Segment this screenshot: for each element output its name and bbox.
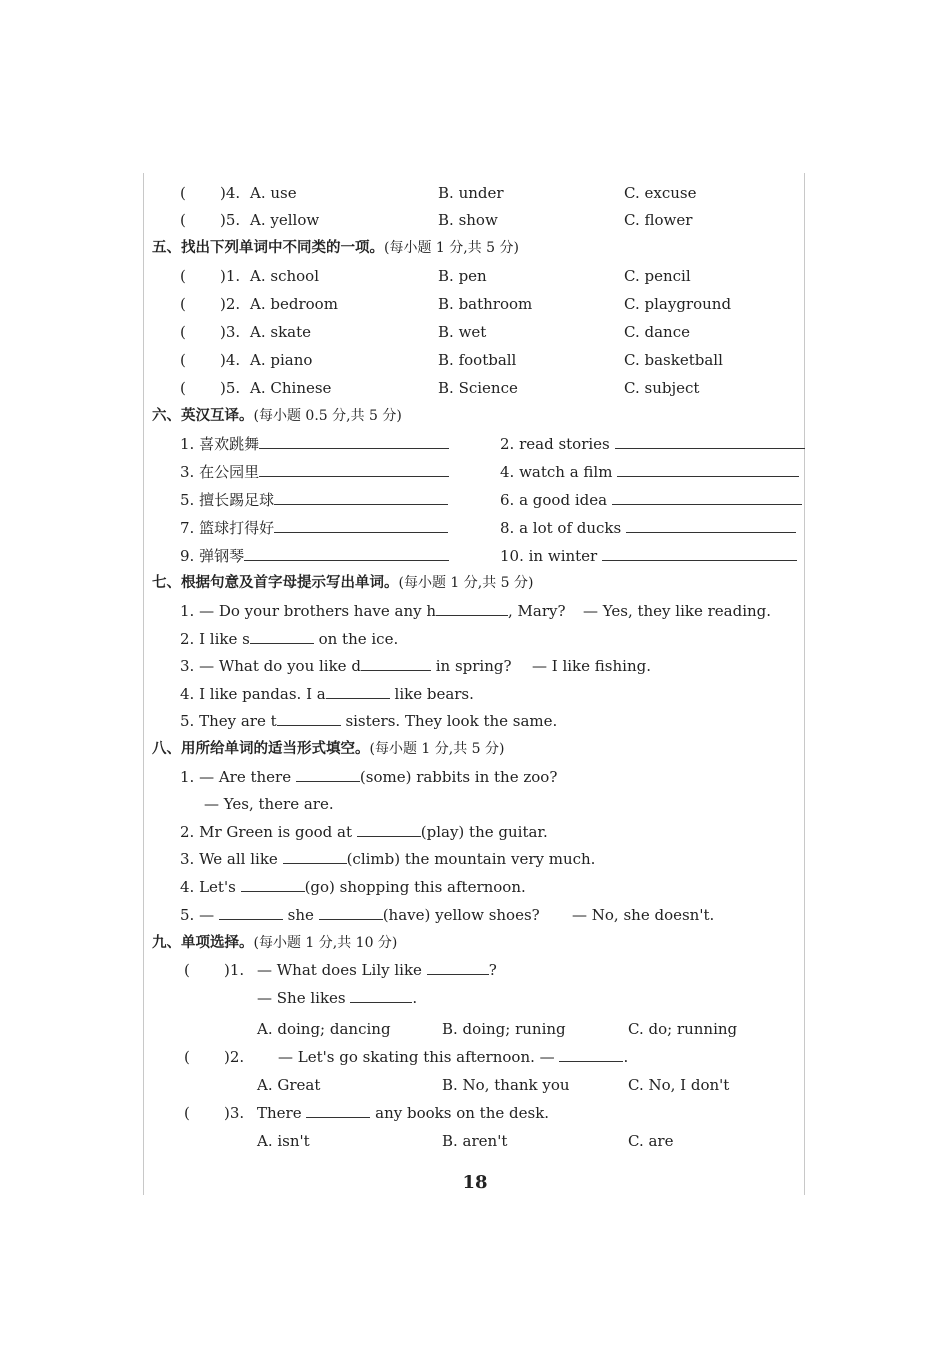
option-c[interactable]: C. No, I don't (628, 1076, 730, 1094)
answer-blank[interactable] (615, 433, 805, 449)
answer-blank[interactable] (357, 821, 421, 837)
question-row: ( )4. A. piano B. football C. basketball (0, 348, 950, 372)
question-row: ( )2. A. bedroom B. bathroom C. playground (0, 292, 950, 316)
page-number: 18 (462, 1172, 488, 1193)
option-c: C. excuse (624, 184, 697, 202)
option-b: B. show (438, 211, 498, 229)
answer-blank[interactable] (617, 461, 799, 477)
option-c: C. subject (624, 379, 700, 397)
answer-blank[interactable] (219, 904, 283, 920)
answer-blank[interactable] (277, 710, 341, 726)
fill-question: 5. — she (have) yellow shoes? — No, she doesn't. (0, 903, 950, 927)
option-a: A. skate (250, 323, 312, 341)
answer-blank[interactable] (241, 876, 305, 892)
option-a: A. use (250, 184, 297, 202)
translation-item: 10. in winter (500, 547, 598, 565)
answer-blank[interactable] (361, 655, 431, 671)
answer-blank[interactable] (436, 600, 508, 616)
section-7-title: 七、根据句意及首字母提示写出单词。(每小题 1 分,共 5 分) (152, 575, 534, 591)
option-b: B. football (438, 351, 517, 369)
option-b[interactable]: B. No, thank you (442, 1076, 570, 1094)
translation-row (0, 432, 950, 456)
option-b[interactable]: B. doing; runing (442, 1020, 566, 1038)
translation-row (0, 544, 950, 568)
question-row: ( )1. A. school B. pen C. pencil (0, 264, 950, 288)
translation-item: 1. 喜欢跳舞 (180, 435, 260, 453)
option-c: C. dance (624, 323, 690, 341)
translation-item: 4. watch a film (500, 463, 613, 481)
answer-blank[interactable] (602, 545, 797, 561)
option-b: B. under (438, 184, 504, 202)
fill-question: 5. They are t sisters. They look the same. (180, 712, 558, 730)
option-c: C. pencil (624, 267, 691, 285)
translation-item: 2. read stories (500, 435, 610, 453)
answer-blank[interactable] (259, 433, 449, 449)
translation-item: 5. 擅长踢足球 (180, 491, 275, 509)
paren: ( (180, 211, 186, 229)
question-row (0, 181, 950, 205)
translation-row (0, 460, 950, 484)
translation-row (0, 516, 950, 540)
question-row: ( )3. A. skate B. wet C. dance (0, 320, 950, 344)
mc-options (0, 1017, 950, 1041)
translation-item: 3. 在公园里 (180, 463, 260, 481)
fill-question: 3. We all like (climb) the mountain very much. (180, 850, 596, 868)
fill-question: 4. Let's (go) shopping this afternoon. (180, 878, 526, 896)
option-c: C. basketball (624, 351, 723, 369)
translation-item: 8. a lot of ducks (500, 519, 622, 537)
answer-blank[interactable] (274, 489, 448, 505)
option-a: A. yellow (250, 211, 320, 229)
answer-blank[interactable] (612, 489, 802, 505)
section-6-title: 六、英汉互译。(每小题 0.5 分,共 5 分) (152, 408, 402, 424)
fill-question: 2. I like s on the ice. (180, 630, 399, 648)
translation-item: 9. 弹钢琴 (180, 547, 245, 565)
translation-item: 6. a good idea (500, 491, 608, 509)
answer-blank[interactable] (319, 904, 383, 920)
answer-text: — No, she doesn't. (572, 906, 715, 924)
question-number: )4. (220, 184, 241, 202)
answer-blank[interactable] (427, 959, 489, 975)
option-c[interactable]: C. are (628, 1132, 674, 1150)
section-5-title: 五、找出下列单词中不同类的一项。(每小题 1 分,共 5 分) (152, 240, 519, 256)
answer-line: — Yes, there are. (204, 795, 334, 813)
mc-options (0, 1129, 950, 1153)
option-a: A. Chinese (250, 379, 332, 397)
option-a: A. school (250, 267, 320, 285)
answer-blank[interactable] (250, 628, 314, 644)
mc-question: ( )2. — Let's go skating this afternoon. — . (184, 1048, 629, 1066)
option-c[interactable]: C. do; running (628, 1020, 738, 1038)
fill-question: 2. Mr Green is good at (play) the guitar. (180, 823, 548, 841)
option-a: A. bedroom (250, 295, 338, 313)
answer-blank[interactable] (626, 517, 796, 533)
option-a[interactable]: A. doing; dancing (257, 1020, 391, 1038)
option-c: C. playground (624, 295, 732, 313)
section-9-title: 九、单项选择。(每小题 1 分,共 10 分) (152, 935, 398, 951)
answer-blank[interactable] (306, 1102, 370, 1118)
translation-row (0, 488, 950, 512)
question-row (0, 208, 950, 232)
answer-blank[interactable] (259, 461, 449, 477)
option-b: B. wet (438, 323, 487, 341)
translation-item: 7. 篮球打得好 (180, 519, 275, 537)
answer-blank[interactable] (326, 683, 390, 699)
option-b[interactable]: B. aren't (442, 1132, 508, 1150)
fill-question: 1. — Are there (some) rabbits in the zoo? (180, 768, 558, 786)
answer-text: — Yes, they like reading. (583, 602, 772, 620)
answer-blank[interactable] (283, 848, 347, 864)
question-number: )5. (220, 211, 241, 229)
answer-blank[interactable] (274, 517, 448, 533)
mc-question: ( )3. There any books on the desk. (184, 1104, 550, 1122)
option-b: B. pen (438, 267, 487, 285)
option-b: B. Science (438, 379, 518, 397)
question-row: ( )5. A. Chinese B. Science C. subject (0, 376, 950, 400)
option-a[interactable]: A. isn't (257, 1132, 310, 1150)
option-c: C. flower (624, 211, 693, 229)
answer-text: — I like fishing. (532, 657, 651, 675)
paren: ( (180, 184, 186, 202)
fill-question: 1. — Do your brothers have any h , Mary? — Yes, they like reading. (0, 599, 950, 623)
option-a: A. piano (250, 351, 313, 369)
option-a[interactable]: A. Great (257, 1076, 321, 1094)
answer-blank[interactable] (296, 766, 360, 782)
mc-options (0, 1073, 950, 1097)
answer-blank[interactable] (350, 987, 412, 1003)
fill-question: 3. — What do you like d in spring? — I like fishing. (0, 654, 950, 678)
option-b: B. bathroom (438, 295, 533, 313)
answer-blank[interactable] (244, 545, 449, 561)
mc-question: ( )1. — What does Lily like ? (184, 961, 497, 979)
answer-blank[interactable] (559, 1046, 623, 1062)
fill-question: 4. I like pandas. I a like bears. (180, 685, 474, 703)
section-8-title: 八、用所给单词的适当形式填空。(每小题 1 分,共 5 分) (152, 741, 505, 757)
mc-question-line: — She likes . (257, 989, 418, 1007)
